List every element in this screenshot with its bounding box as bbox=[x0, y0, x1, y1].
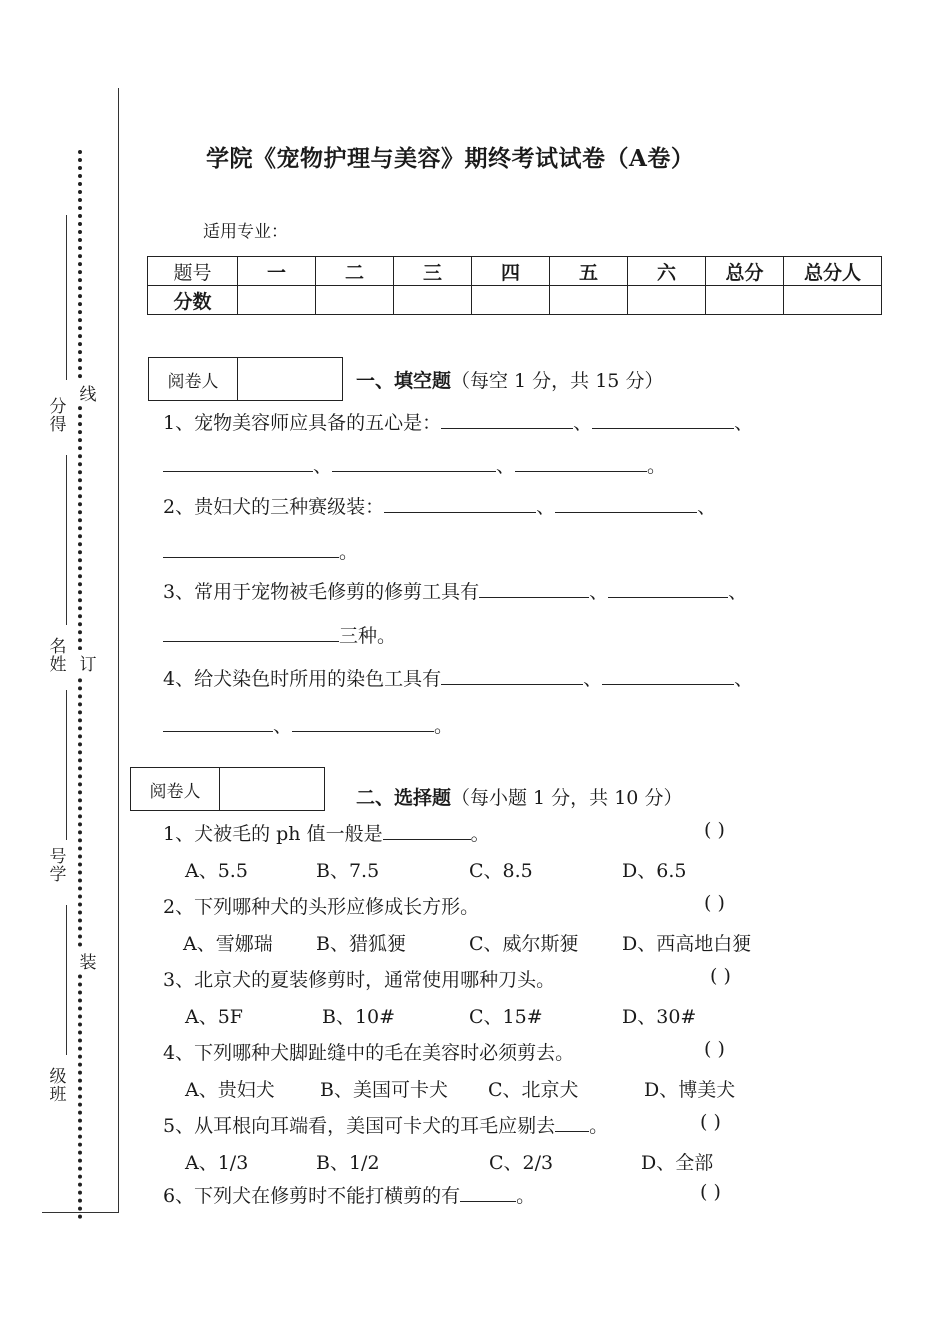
id-vertical-label: 号学 bbox=[49, 847, 67, 885]
name-vertical-label: 名姓 bbox=[49, 637, 67, 675]
end-mark: 。 bbox=[647, 455, 667, 477]
question-text: 5、从耳根向耳端看，美国可卡犬的耳毛应剔去 bbox=[163, 1115, 556, 1137]
section-note: （每空 1 分，共 15 分） bbox=[451, 370, 664, 392]
name-line-4 bbox=[66, 905, 67, 1055]
option-c[interactable]: C、北京犬 bbox=[488, 1079, 579, 1101]
table-cell: 二 bbox=[316, 257, 394, 286]
separator: 、 bbox=[589, 581, 609, 603]
option-c[interactable]: C、威尔斯㹴 bbox=[469, 933, 579, 955]
name-line-3 bbox=[66, 690, 67, 840]
table-cell: 三 bbox=[394, 257, 472, 286]
question-line bbox=[163, 451, 666, 478]
score-entry-cell[interactable] bbox=[706, 286, 784, 315]
question-line bbox=[163, 892, 479, 919]
answer-blank[interactable] bbox=[608, 579, 728, 598]
question-line bbox=[163, 408, 753, 435]
option-d[interactable]: D、博美犬 bbox=[644, 1079, 736, 1101]
question-text: 2、下列哪种犬的头形应修成长方形。 bbox=[163, 896, 480, 918]
answer-blank[interactable] bbox=[383, 821, 471, 840]
major-label: 适用专业： bbox=[203, 222, 288, 242]
score-entry-cell[interactable] bbox=[238, 286, 316, 315]
binding-mark-line: 线 bbox=[77, 380, 99, 405]
section-title bbox=[356, 783, 682, 810]
question-text: 1、犬被毛的 ph 值一般是 bbox=[163, 823, 383, 845]
answer-blank[interactable] bbox=[602, 666, 734, 685]
option-b[interactable]: B、1/2 bbox=[316, 1152, 380, 1174]
table-cell: 总分 bbox=[706, 257, 784, 286]
separator: 、 bbox=[583, 668, 603, 690]
answer-parentheses[interactable]: ( ) bbox=[704, 1038, 725, 1060]
table-row bbox=[148, 286, 882, 315]
question-line bbox=[163, 1038, 574, 1065]
table-cell: 分数 bbox=[148, 286, 238, 315]
separator: 、 bbox=[697, 496, 717, 518]
binding-mark-staple: 订 bbox=[77, 650, 99, 675]
option-a[interactable]: A、1/3 bbox=[185, 1152, 249, 1174]
class-vertical-label: 级班 bbox=[49, 1067, 67, 1105]
answer-blank[interactable] bbox=[292, 713, 434, 732]
option-b[interactable]: B、猎狐㹴 bbox=[316, 933, 406, 955]
grader-label: 阅卷人 bbox=[131, 768, 220, 810]
option-a[interactable]: A、雪娜瑞 bbox=[183, 933, 273, 955]
question-line bbox=[163, 577, 747, 604]
question-line bbox=[163, 1181, 535, 1208]
score-entry-cell[interactable] bbox=[316, 286, 394, 315]
option-a[interactable]: A、5.5 bbox=[185, 860, 248, 882]
name-line-1 bbox=[66, 215, 67, 380]
section-heading: 二、选择题 bbox=[356, 787, 452, 809]
separator: 、 bbox=[573, 412, 593, 434]
answer-blank[interactable] bbox=[515, 453, 647, 472]
question-line bbox=[163, 1111, 608, 1138]
answer-blank[interactable] bbox=[332, 453, 496, 472]
separator: 、 bbox=[313, 455, 333, 477]
separator: 、 bbox=[734, 668, 754, 690]
binding-mark-bind: 装 bbox=[77, 948, 99, 973]
section-note: （每小题 1 分，共 10 分） bbox=[451, 787, 683, 809]
option-c[interactable]: C、8.5 bbox=[469, 860, 533, 882]
question-line bbox=[163, 492, 716, 519]
grader-label: 阅卷人 bbox=[149, 358, 238, 400]
answer-blank[interactable] bbox=[163, 539, 339, 558]
name-line-2 bbox=[66, 455, 67, 625]
answer-blank[interactable] bbox=[479, 579, 589, 598]
end-mark: 三种。 bbox=[339, 625, 397, 647]
end-mark: 。 bbox=[470, 823, 490, 845]
grader-signature-field[interactable] bbox=[238, 358, 342, 400]
option-a[interactable]: A、贵妇犬 bbox=[185, 1079, 275, 1101]
option-c[interactable]: C、2/3 bbox=[489, 1152, 554, 1174]
end-mark: 。 bbox=[434, 715, 454, 737]
separator: 、 bbox=[728, 581, 748, 603]
answer-parentheses[interactable]: ( ) bbox=[710, 965, 731, 987]
question-text: 3、常用于宠物被毛修剪的修剪工具有 bbox=[163, 581, 480, 603]
exam-title: 学院《宠物护理与美容》期终考试试卷（A卷） bbox=[206, 145, 695, 172]
question-line bbox=[163, 819, 490, 846]
answer-blank[interactable] bbox=[555, 1113, 589, 1132]
question-line bbox=[163, 537, 358, 564]
margin-rule bbox=[118, 88, 119, 1213]
option-b[interactable]: B、美国可卡犬 bbox=[320, 1079, 448, 1101]
answer-blank[interactable] bbox=[163, 623, 339, 642]
option-d[interactable]: D、6.5 bbox=[622, 860, 687, 882]
answer-parentheses[interactable]: ( ) bbox=[704, 892, 725, 914]
score-entry-cell[interactable] bbox=[550, 286, 628, 315]
answer-blank[interactable] bbox=[163, 713, 273, 732]
answer-blank[interactable] bbox=[384, 494, 536, 513]
separator: 、 bbox=[496, 455, 516, 477]
answer-parentheses[interactable]: ( ) bbox=[700, 1181, 721, 1203]
option-b[interactable]: B、7.5 bbox=[316, 860, 380, 882]
answer-blank[interactable] bbox=[555, 494, 697, 513]
question-text: 4、给犬染色时所用的染色工具有 bbox=[163, 668, 442, 690]
question-text: 2、贵妇犬的三种赛级装： bbox=[163, 496, 385, 518]
separator: 、 bbox=[734, 412, 754, 434]
question-line bbox=[163, 711, 453, 738]
question-line bbox=[163, 965, 555, 992]
score-table bbox=[147, 256, 882, 315]
score-vertical-label: 分得 bbox=[49, 397, 67, 435]
section-heading: 一、填空题 bbox=[356, 370, 452, 392]
table-cell: 题号 bbox=[148, 257, 238, 286]
option-d[interactable]: D、西高地白㹴 bbox=[622, 933, 752, 955]
end-mark: 。 bbox=[589, 1115, 609, 1137]
option-d[interactable]: D、全部 bbox=[641, 1152, 714, 1174]
binding-dotted-line bbox=[78, 150, 82, 1220]
table-cell: 五 bbox=[550, 257, 628, 286]
answer-blank[interactable] bbox=[163, 453, 313, 472]
score-entry-cell[interactable] bbox=[628, 286, 706, 315]
table-row bbox=[148, 257, 882, 286]
answer-blank[interactable] bbox=[592, 410, 734, 429]
grader-box bbox=[148, 357, 343, 401]
answer-blank[interactable] bbox=[441, 410, 573, 429]
table-cell: 总分人 bbox=[784, 257, 882, 286]
question-line bbox=[163, 664, 753, 691]
question-text: 6、下列犬在修剪时不能打横剪的有 bbox=[163, 1185, 461, 1207]
answer-blank[interactable] bbox=[460, 1183, 516, 1202]
grader-signature-field[interactable] bbox=[220, 768, 324, 810]
grader-box bbox=[130, 767, 325, 811]
answer-blank[interactable] bbox=[441, 666, 583, 685]
section-title bbox=[356, 366, 663, 393]
score-entry-cell[interactable] bbox=[784, 286, 882, 315]
separator: 、 bbox=[536, 496, 556, 518]
separator: 、 bbox=[273, 715, 293, 737]
score-entry-cell[interactable] bbox=[472, 286, 550, 315]
table-cell: 一 bbox=[238, 257, 316, 286]
option-a[interactable]: A、5F bbox=[185, 1006, 243, 1028]
table-cell: 六 bbox=[628, 257, 706, 286]
option-c[interactable]: C、15# bbox=[469, 1006, 543, 1028]
option-b[interactable]: B、10# bbox=[322, 1006, 396, 1028]
end-mark: 。 bbox=[516, 1185, 536, 1207]
question-text: 3、北京犬的夏装修剪时，通常使用哪种刀头。 bbox=[163, 969, 556, 991]
answer-parentheses[interactable]: ( ) bbox=[700, 1111, 721, 1133]
question-line bbox=[163, 621, 396, 648]
question-text: 1、宠物美容师应具备的五心是： bbox=[163, 412, 442, 434]
table-cell: 四 bbox=[472, 257, 550, 286]
option-d[interactable]: D、30# bbox=[622, 1006, 697, 1028]
score-entry-cell[interactable] bbox=[394, 286, 472, 315]
question-text: 4、下列哪种犬脚趾缝中的毛在美容时必须剪去。 bbox=[163, 1042, 575, 1064]
end-mark: 。 bbox=[339, 541, 359, 563]
answer-parentheses[interactable]: ( ) bbox=[704, 819, 725, 841]
